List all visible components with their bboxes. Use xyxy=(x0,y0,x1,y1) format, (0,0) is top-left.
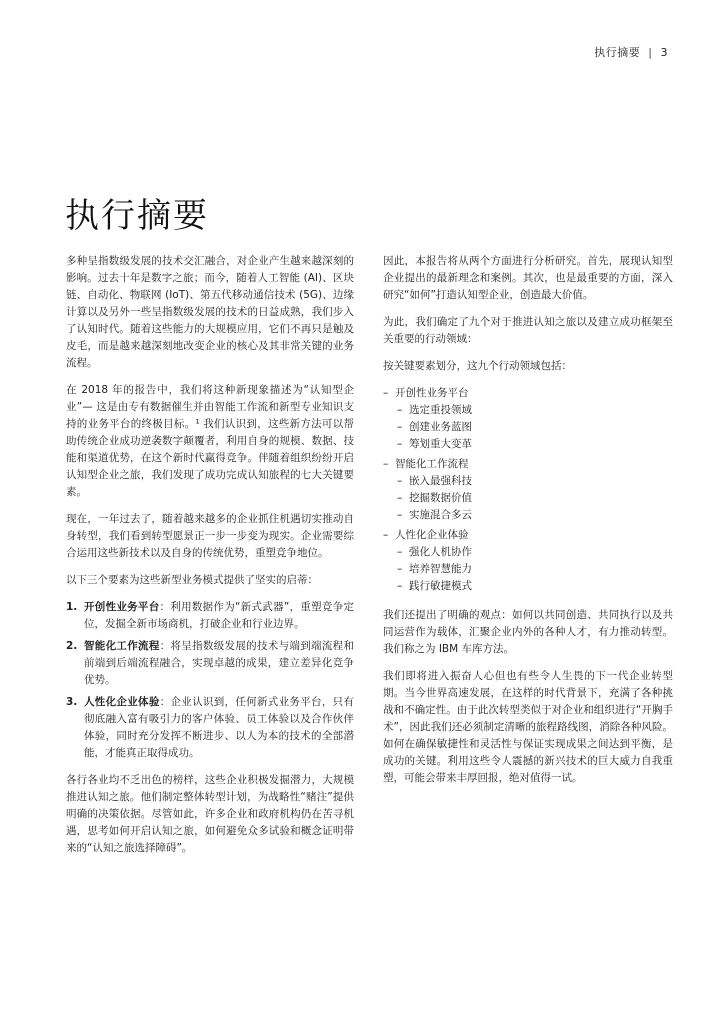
pillar-text: ：将呈指数级发展的技术与端到端流程和前端到后端流程融合，实现卓越的成果，建立差异化竞争优势。 xyxy=(84,640,354,686)
paragraph: 现在，一年过去了，随着越来越多的企业抓住机遇切实推动自身转型，我们看到转型愿景正一步一步变为现实。企业需要综合运用这些新技术以及自身的传统优势，重塑竞争地位。 xyxy=(66,513,354,559)
action-area-label: 人性化企业体验 xyxy=(395,529,469,541)
paragraph: 多种呈指数级发展的技术交汇融合，对企业产生越来越深刻的影响。过去十年是数字之旅；而今，随着人工智能 (AI)、区块链、自动化、物联网 (IoT)、第五代移动通信技术 (5G)、边缘计算以及另外一些呈指数级发展的技术的日益成熟，我们步入了认知时代。随着这些能力的大规模应用，它们不再只是触及皮毛，而是越来越深刻地改变企业的核心及其非常关键的业务流程。 xyxy=(66,255,354,369)
pillar-item xyxy=(66,599,354,633)
pillar-item xyxy=(66,638,354,689)
action-item: – 挖掘数据价值 xyxy=(397,492,472,504)
action-item: – 强化人机协作 xyxy=(397,546,472,558)
action-sublist xyxy=(383,473,673,524)
action-area-label: 开创性业务平台 xyxy=(395,387,469,399)
pillars-list xyxy=(66,599,354,762)
pillar-term: 智能化工作流程 xyxy=(84,640,160,652)
action-sublist xyxy=(383,544,673,595)
action-item: – 嵌入最强科技 xyxy=(397,475,472,487)
paragraph: 以下三个要素为这些新型业务模式提供了坚实的启蒂： xyxy=(66,574,318,586)
action-item: – 创建业务蓝图 xyxy=(397,421,472,433)
action-item: – 培养智慧能力 xyxy=(397,563,472,575)
right-column xyxy=(383,253,673,797)
header-section-title: 执行摘要 xyxy=(594,46,641,59)
dash-bullet: – xyxy=(383,529,389,541)
action-item: – 践行敏捷模式 xyxy=(397,580,472,592)
paragraph: 因此，本报告将从两个方面进行分析研究。首先，展现认知型企业提出的最新理念和案例。其次，也是最重要的方面，深入研究“如何”打造认知型企业，创造最大价值。 xyxy=(383,255,673,301)
action-area xyxy=(383,456,673,524)
paragraph: 为此，我们确定了九个对于推进认知之旅以及建立成功框架至关重要的行动领域： xyxy=(383,316,673,345)
action-area xyxy=(383,527,673,595)
pillar-term: 人性化企业体验 xyxy=(84,696,160,708)
paragraph: 在 2018 年的报告中，我们将这种新现象描述为“认知型企业”— 这是由专有数据催生并由智能工作流和新型专业知识支持的业务平台的终极目标。¹ 我们认识到，这些新方法可以帮助传统企业成功逆袭数字颠覆者，利用自身的规模、数据、技能和渠道优势，在这个新时代赢得竞争。伴随着组织纷纷开启认知型企业之旅，我们发现了成功完成认知旅程的七大关键要素。 xyxy=(66,384,354,498)
pillar-number: 2. xyxy=(66,640,78,652)
page-title: 执行摘要 xyxy=(65,196,209,236)
pillar-number: 1. xyxy=(66,601,78,613)
pillar-text: ：利用数据作为“新式武器”，重塑竞争定位，发掘全新市场商机，打破企业和行业边界。 xyxy=(84,601,354,630)
action-item: – 选定重投领域 xyxy=(397,404,472,416)
action-sublist xyxy=(383,402,673,453)
paragraph: 各行各业均不乏出色的榜样，这些企业积极发掘潜力，大规模推进认知之旅。他们制定整体转型计划，为战略性“赌注”提供明确的决策依据。尽管如此，许多企业和政府机构仍在苦寻机遇，思考如何开启认知之旅，如何避免众多试验和概念证明带来的“认知之旅选择障碍”。 xyxy=(66,774,354,854)
dash-bullet: – xyxy=(383,387,389,399)
action-item: – 实施混合多云 xyxy=(397,509,472,521)
page-number: 3 xyxy=(660,45,668,59)
paragraph: 我们还提出了明确的观点：如何以共同创造、共同执行以及共同运营作为载体，汇聚企业内外的各种人才，有力推动转型。我们称之为 IBM 车库方法。 xyxy=(383,609,673,655)
paragraph: 我们即将进入振奋人心但也有些令人生畏的下一代企业转型期。当今世界高速发展，在这样的时代背景下，充满了各种挑战和不确定性。由于此次转型类似于对企业和组织进行“开胸手术”，因此我们还必须制定清晰的旅程路线图，消除各种风险。如何在确保敏捷性和灵活性与保证实现成果之间达到平衡，是成功的关键。利用这些令人震撼的新兴技术的巨大威力自我重塑，可能会带来丰厚回报，绝对值得一试。 xyxy=(383,670,673,784)
dash-bullet: – xyxy=(383,458,389,470)
action-area-label: 智能化工作流程 xyxy=(395,458,469,470)
pillar-number: 3. xyxy=(66,696,78,708)
action-area xyxy=(383,385,673,453)
pillar-text: ：企业认识到，任何新式业务平台，只有彻底融入富有吸引力的客户体验、员工体验以及合作伙伴体验，同时充分发挥不断进步、以人为本的技术的全部潜能，才能真正取得成功。 xyxy=(84,696,354,759)
paragraph: 按关键要素划分，这九个行动领域包括： xyxy=(383,360,572,372)
action-areas-list xyxy=(383,385,673,595)
header-separator: | xyxy=(648,45,653,59)
pillar-term: 开创性业务平台 xyxy=(84,601,160,613)
page-header xyxy=(594,44,668,60)
pillar-item xyxy=(66,694,354,762)
left-column xyxy=(66,253,354,867)
action-item: – 筹划重大变革 xyxy=(397,438,472,450)
